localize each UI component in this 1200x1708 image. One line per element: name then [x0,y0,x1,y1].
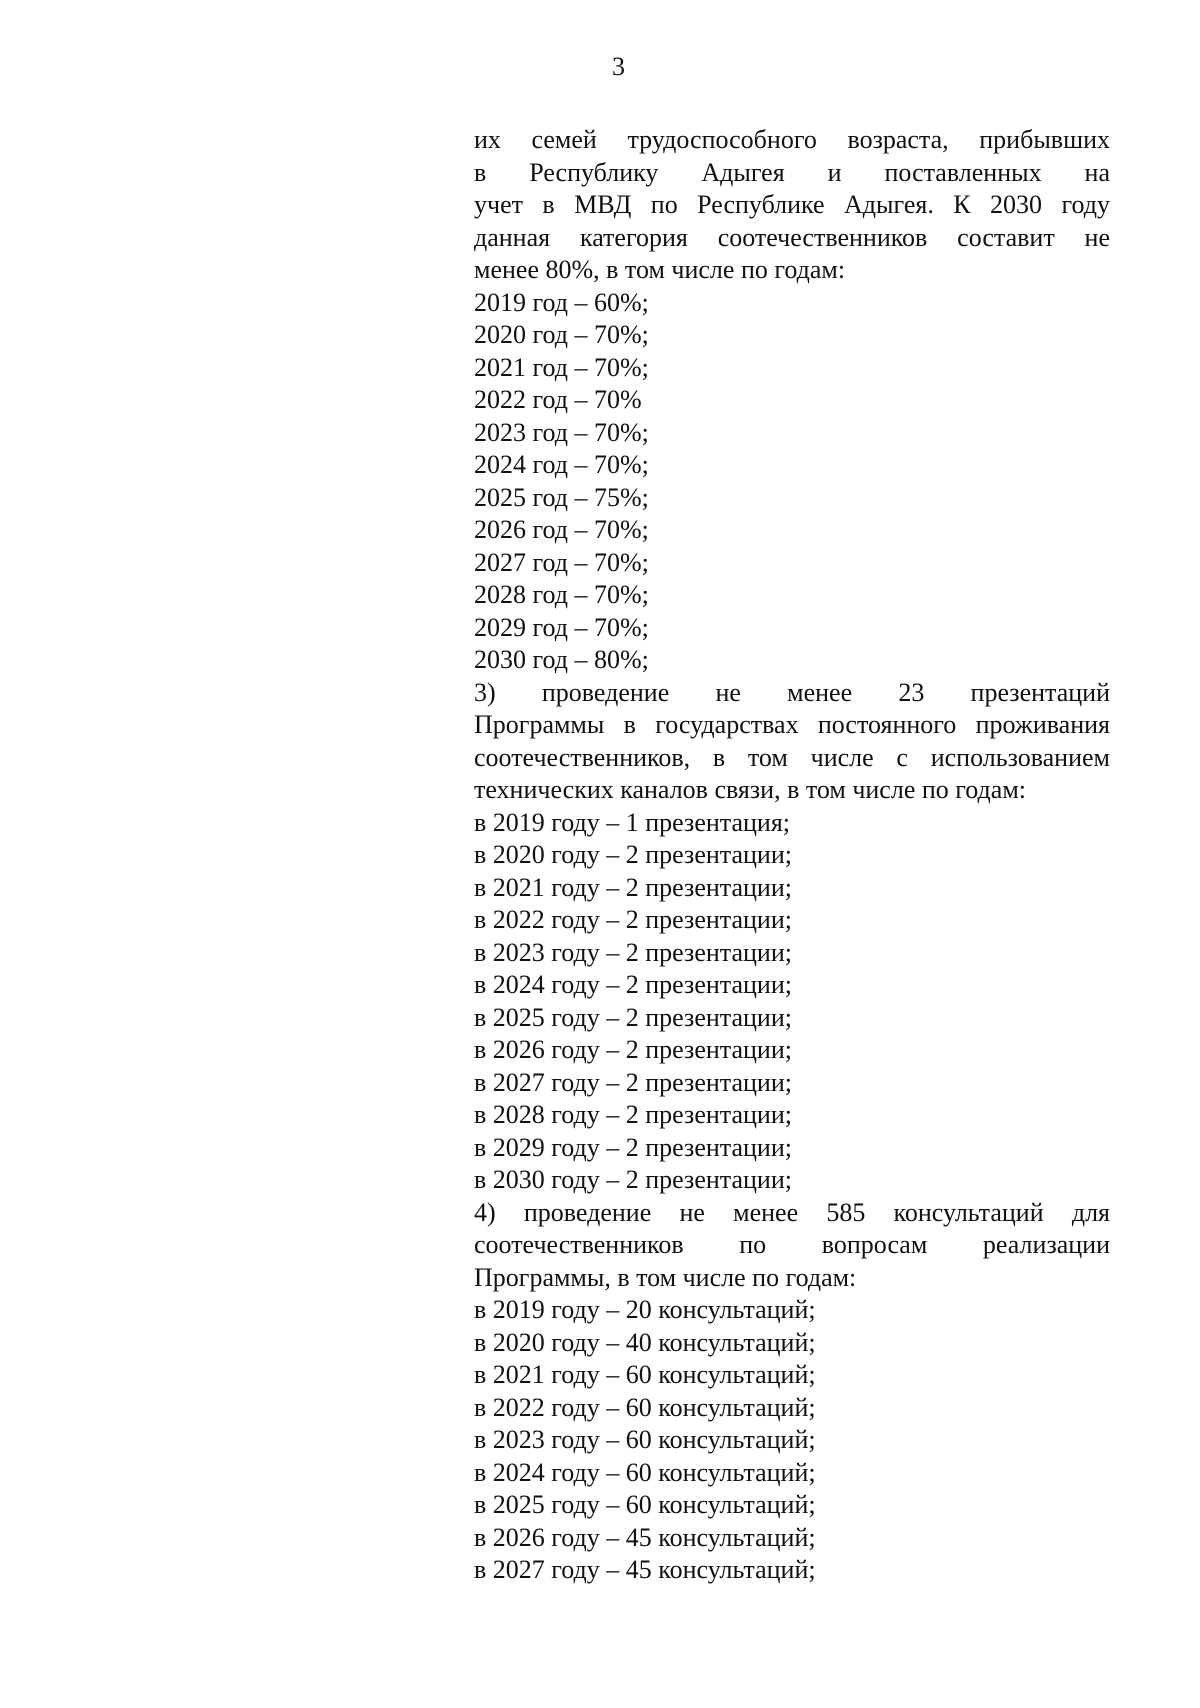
list-item: 2028 год – 70%; [474,580,649,609]
list-item: в 2020 году – 40 консультаций; [474,1327,816,1357]
list-item: в 2023 году – 60 консультаций; [474,1425,816,1454]
list-item: в 2026 году – 2 презентации; [474,1035,792,1064]
list-item: в 2027 году – 2 презентации; [474,1067,792,1097]
list-item: в 2022 году – 60 консультаций; [474,1392,816,1422]
list-item: 2023 год – 70%; [474,417,649,447]
list-item: 2019 год – 60%; [474,287,649,317]
list-item: 2026 год – 70%; [474,515,649,544]
text-line: 3) проведение не менее 23 презентаций [474,677,1110,707]
list-item: 2022 год – 70% [474,385,642,414]
text-line: технических каналов связи, в том числе по годам: [474,775,1026,804]
list-item: в 2030 году – 2 презентации; [474,1165,792,1194]
list-item: 2025 год – 75%; [474,482,649,512]
list-item: 2030 год – 80%; [474,645,649,674]
list-item: 2020 год – 70%; [474,320,649,349]
text-line: 4) проведение не менее 585 консультаций для [474,1197,1110,1227]
list-item: в 2021 году – 60 консультаций; [474,1360,816,1389]
list-item: в 2020 году – 2 презентации; [474,840,792,869]
list-item: в 2024 году – 60 консультаций; [474,1457,816,1487]
list-item: в 2024 году – 2 презентации; [474,970,792,999]
text-line: менее 80%, в том числе по годам: [474,255,846,284]
text-line: Программы, в том числе по годам: [474,1262,857,1292]
text-line: соотечественников, в том числе с использованием [474,742,1110,772]
page-number: 3 [612,52,625,81]
list-item: в 2019 году – 1 презентация; [474,807,790,837]
list-item: в 2019 году – 20 консультаций; [474,1295,816,1324]
text-line: соотечественников по вопросам реализации [474,1230,1110,1259]
list-item: в 2029 году – 2 презентации; [474,1132,792,1162]
list-item: 2027 год – 70%; [474,547,649,577]
list-item: 2029 год – 70%; [474,612,649,642]
list-item: в 2025 году – 2 презентации; [474,1002,792,1032]
list-item: в 2025 году – 60 консультаций; [474,1490,816,1519]
list-item: 2024 год – 70%; [474,450,649,479]
list-item: в 2022 году – 2 презентации; [474,905,792,934]
list-item: 2021 год – 70%; [474,352,649,382]
text-line: Программы в государствах постоянного проживания [474,710,1110,739]
list-item: в 2023 году – 2 презентации; [474,937,792,967]
text-line: учет в МВД по Республике Адыгея. К 2030 году [474,190,1110,219]
text-line: данная категория соотечественников составит не [474,222,1110,252]
body-text [474,124,1110,1587]
list-item: в 2026 году – 45 консультаций; [474,1522,816,1552]
text-line: в Республику Адыгея и поставленных на [474,157,1110,187]
text-line: их семей трудоспособного возраста, прибывших [474,125,1110,154]
list-item: в 2028 году – 2 презентации; [474,1100,792,1129]
list-item: в 2021 году – 2 презентации; [474,872,792,902]
list-item: в 2027 году – 45 консультаций; [474,1555,816,1584]
